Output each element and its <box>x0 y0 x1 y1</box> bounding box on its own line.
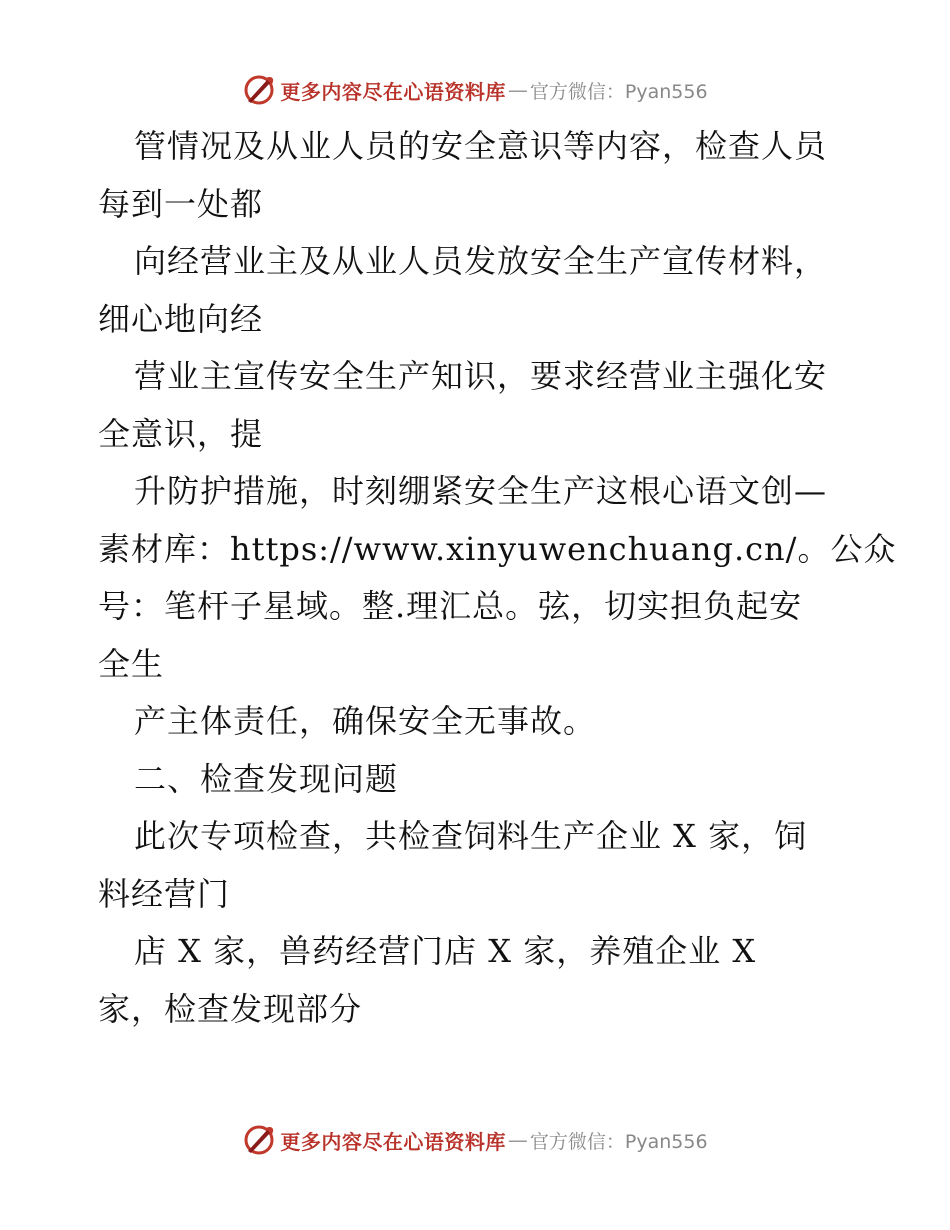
header-brand-text: 更多内容尽在心语资料库 <box>280 79 506 104</box>
body-line: 素材库：https://www.xinyuwenchuang.cn/。公众 <box>98 529 897 568</box>
body-line: 每到一处都 <box>98 184 264 223</box>
footer-wechat-text: 官方微信：Pyan556 <box>529 1130 708 1153</box>
body-line: 升防护措施，时刻绷紧安全生产这根心语文创— <box>134 472 828 510</box>
body-line: 全意识，提 <box>98 414 264 453</box>
document-body <box>98 118 897 1038</box>
section-heading: 二、检查发现问题 <box>134 759 399 798</box>
header-wechat-text: 官方微信：Pyan556 <box>529 80 708 103</box>
body-line: 全生 <box>98 644 165 683</box>
quill-pen-logo-icon <box>242 1123 276 1157</box>
header-dash: — <box>507 78 528 102</box>
footer-dash: — <box>507 1128 528 1152</box>
body-line: 店 X 家，兽药经营门店 X 家，养殖企业 X <box>134 932 757 970</box>
body-line: 管情况及从业人员的安全意识等内容，检查人员 <box>134 127 828 165</box>
body-line: 号：笔杆子星域。整.理汇总。弦，切实担负起安 <box>98 587 803 625</box>
body-line: 此次专项检查，共检查饲料生产企业 X 家，饲 <box>134 817 808 855</box>
header-banner <box>0 70 950 110</box>
body-line: 产主体责任，确保安全无事故。 <box>134 702 597 740</box>
body-line: 料经营门 <box>98 874 231 913</box>
body-line: 向经营业主及从业人员发放安全生产宣传材料， <box>134 242 828 280</box>
footer-banner <box>0 1120 950 1160</box>
footer-brand-text: 更多内容尽在心语资料库 <box>280 1129 506 1154</box>
quill-pen-logo-icon <box>242 73 276 107</box>
body-line: 家，检查发现部分 <box>98 989 363 1028</box>
body-line: 营业主宣传安全生产知识，要求经营业主强化安 <box>134 357 828 395</box>
body-line: 细心地向经 <box>98 299 264 338</box>
